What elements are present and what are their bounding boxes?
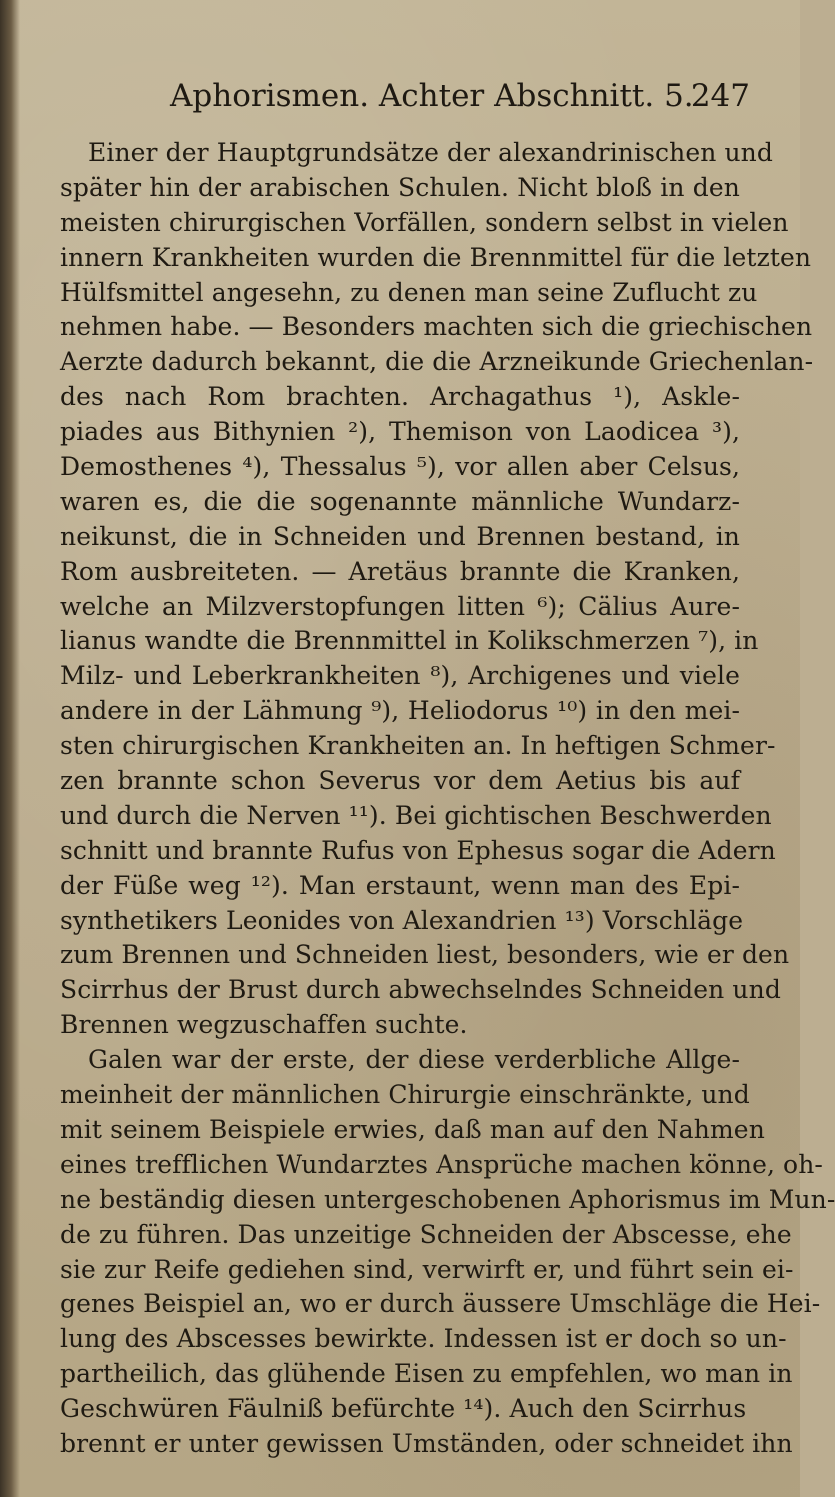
text-line: sten chirurgischen Krankheiten an. In heftigen Schmer-: [60, 731, 776, 761]
text-line: synthetikers Leonides von Alexandrien ¹³) Vorschläge: [60, 905, 744, 935]
text-line: lung des Abscesses bewirkte. Indessen ist er doch so un-: [60, 1324, 787, 1354]
text-line: zum Brennen und Schneiden liest, besonders, wie er den: [60, 940, 790, 970]
text-line: piades aus Bithynien ²), Themison von Laodicea ³),: [60, 417, 740, 447]
text-line: lianus wandte die Brennmittel in Kolikschmerzen ⁷), in: [60, 626, 759, 656]
text-line: eines trefflichen Wundarztes Ansprüche machen könne, oh-: [60, 1149, 823, 1179]
binding-gutter: [0, 0, 20, 1497]
text-line: meisten chirurgischen Vorfällen, sondern selbst in vielen: [60, 207, 789, 237]
running-title: Aphorismen. Achter Abschnitt. 5.: [170, 78, 694, 114]
text-line: waren es, die die sogenannte männliche Wundarz-: [60, 486, 740, 516]
running-header: [170, 78, 750, 128]
text-line: zen brannte schon Severus vor dem Aetius bis auf: [60, 766, 740, 796]
text-line: genes Beispiel an, wo er durch äussere Umschläge die Hei-: [60, 1289, 821, 1319]
text-line: brennt er unter gewissen Umständen, oder schneidet ihn: [60, 1428, 793, 1458]
text-line: Demosthenes ⁴), Thessalus ⁵), vor allen aber Celsus,: [60, 452, 740, 482]
text-line: Geschwüren Fäulniß befürchte ¹⁴). Auch den Scirrhus: [60, 1394, 747, 1424]
text-line: ne beständig diesen untergeschobenen Aphorismus im Mun-: [60, 1184, 835, 1214]
text-line: Einer der Hauptgrundsätze der alexandrinischen und: [88, 138, 773, 167]
body-text: [60, 136, 835, 1462]
text-line: de zu führen. Das unzeitige Schneiden der Abscesse, ehe: [60, 1219, 792, 1249]
text-line: später hin der arabischen Schulen. Nicht bloß in den: [60, 172, 740, 202]
text-line: Milz- und Leberkrankheiten ⁸), Archigenes und viele: [60, 661, 740, 691]
text-line: Rom ausbreiteten. — Aretäus brannte die Kranken,: [60, 556, 740, 586]
page-number: 247: [690, 78, 750, 114]
text-line: des nach Rom brachten. Archagathus ¹), Askle-: [60, 382, 740, 412]
text-line: mit seinem Beispiele erwies, daß man auf den Nahmen: [60, 1114, 765, 1144]
text-line: schnitt und brannte Rufus von Ephesus sogar die Adern: [60, 835, 776, 865]
text-line: nehmen habe. — Besonders machten sich die griechischen: [60, 312, 813, 342]
text-line: innern Krankheiten wurden die Brennmittel für die letzten: [60, 242, 812, 272]
text-line: und durch die Nerven ¹¹). Bei gichtischen Beschwerden: [60, 800, 772, 830]
text-line: Galen war der erste, der diese verderbliche Allge-: [88, 1045, 740, 1075]
text-line: partheilich, das glühende Eisen zu empfehlen, wo man in: [60, 1359, 793, 1389]
text-line: der Füße weg ¹²). Man erstaunt, wenn man des Epi-: [60, 870, 740, 900]
text-line: meinheit der männlichen Chirurgie einschränkte, und: [60, 1080, 750, 1110]
text-line: Aerzte dadurch bekannt, die die Arzneikunde Griechenlan-: [60, 347, 814, 377]
text-line: sie zur Reife gediehen sind, verwirft er, und führt sein ei-: [60, 1254, 794, 1284]
text-line: neikunst, die in Schneiden und Brennen bestand, in: [60, 521, 740, 551]
text-line: andere in der Lähmung ⁹), Heliodorus ¹⁰) in den mei-: [60, 696, 740, 726]
text-line: welche an Milzverstopfungen litten ⁶); Cälius Aure-: [60, 591, 740, 621]
text-line: Scirrhus der Brust durch abwechselndes Schneiden und: [60, 975, 781, 1005]
text-line: Hülfsmittel angesehn, zu denen man seine Zuflucht zu: [60, 277, 758, 307]
text-line: Brennen wegzuschaffen suchte.: [60, 1010, 468, 1040]
